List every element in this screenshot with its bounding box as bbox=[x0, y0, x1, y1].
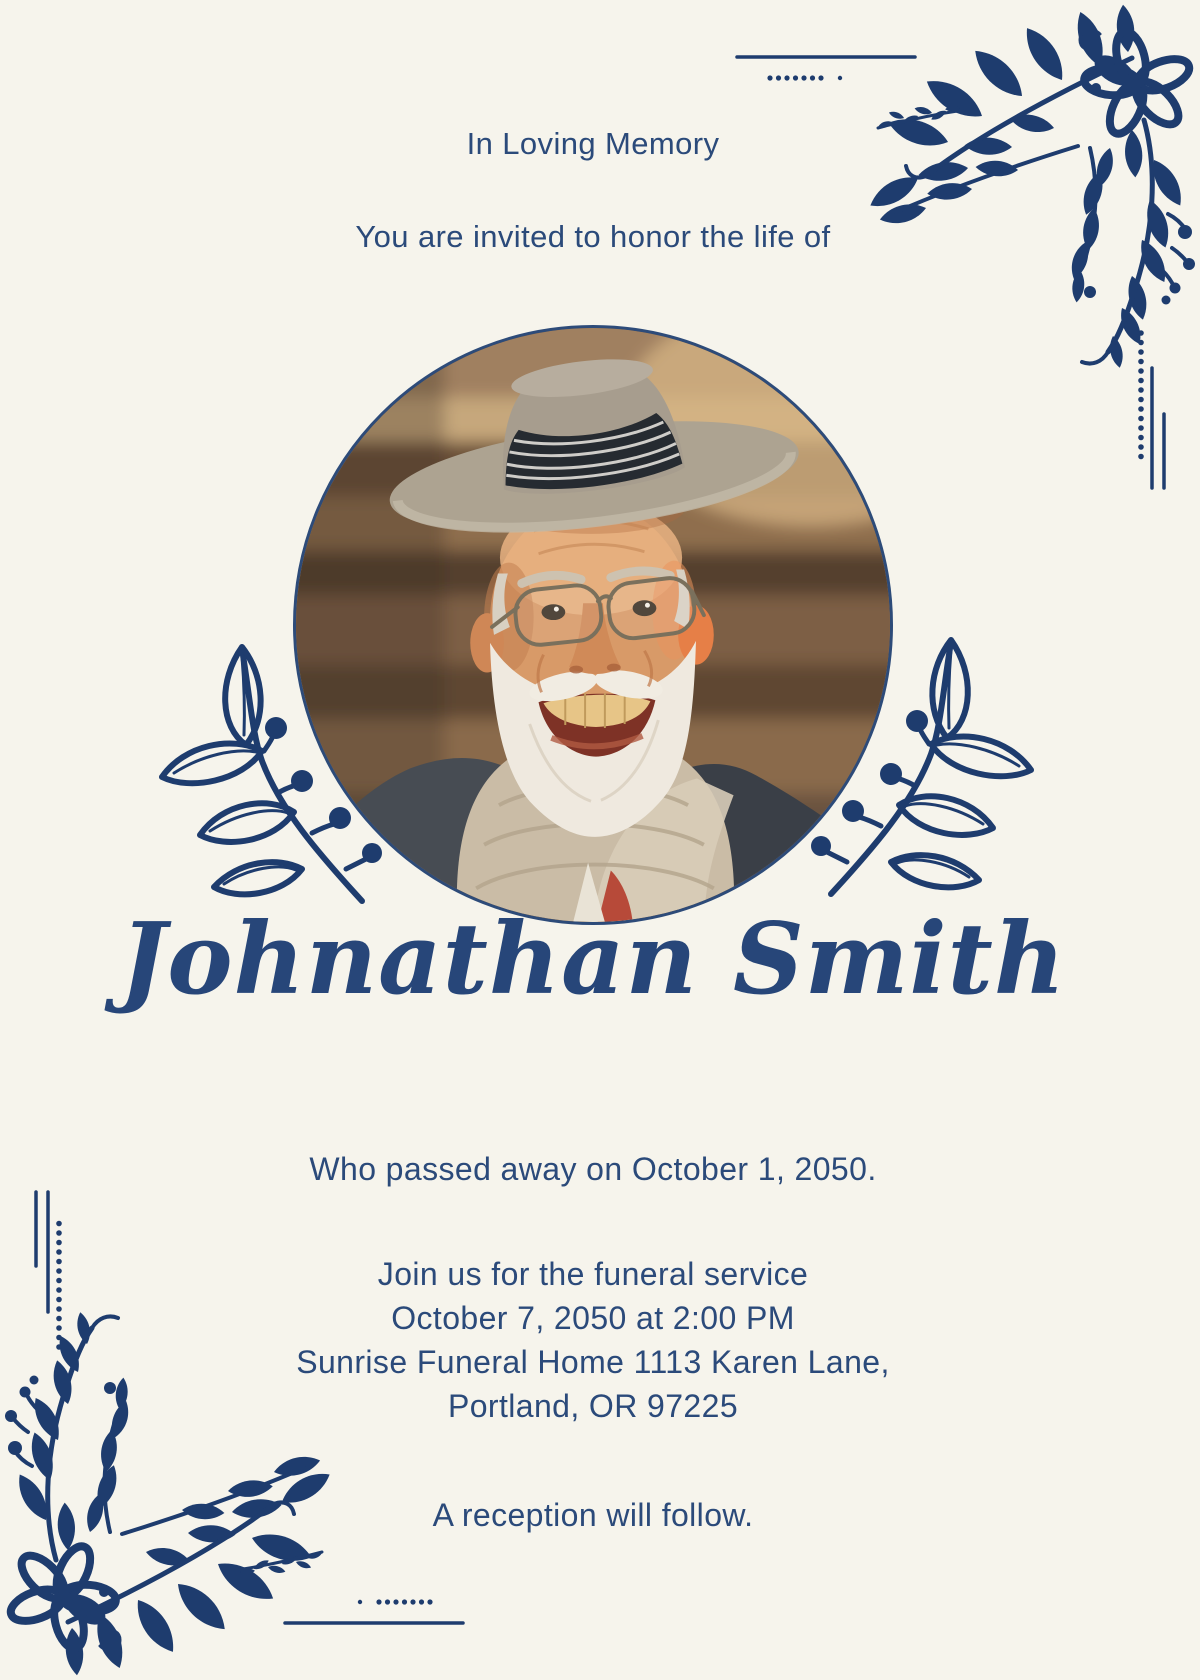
service-city-line: Portland, OR 97225 bbox=[447, 1388, 739, 1424]
passed-away-line: Who passed away on October 1, 2050. bbox=[309, 1151, 877, 1187]
deceased-name: Johnathan Smith bbox=[119, 902, 1067, 1017]
leaf-branch-icon bbox=[150, 585, 400, 905]
service-datetime-line: October 7, 2050 at 2:00 PM bbox=[391, 1300, 795, 1336]
reception-line: A reception will follow. bbox=[432, 1497, 754, 1533]
memorial-heading: In Loving Memory bbox=[466, 126, 720, 161]
service-venue-line: Sunrise Funeral Home 1113 Karen Lane, bbox=[296, 1344, 890, 1380]
invitation-line: You are invited to honor the life of bbox=[355, 219, 831, 254]
service-details-block bbox=[0, 1252, 1186, 1428]
leaf-branch-icon bbox=[793, 578, 1043, 898]
service-invite-line: Join us for the funeral service bbox=[377, 1256, 809, 1292]
